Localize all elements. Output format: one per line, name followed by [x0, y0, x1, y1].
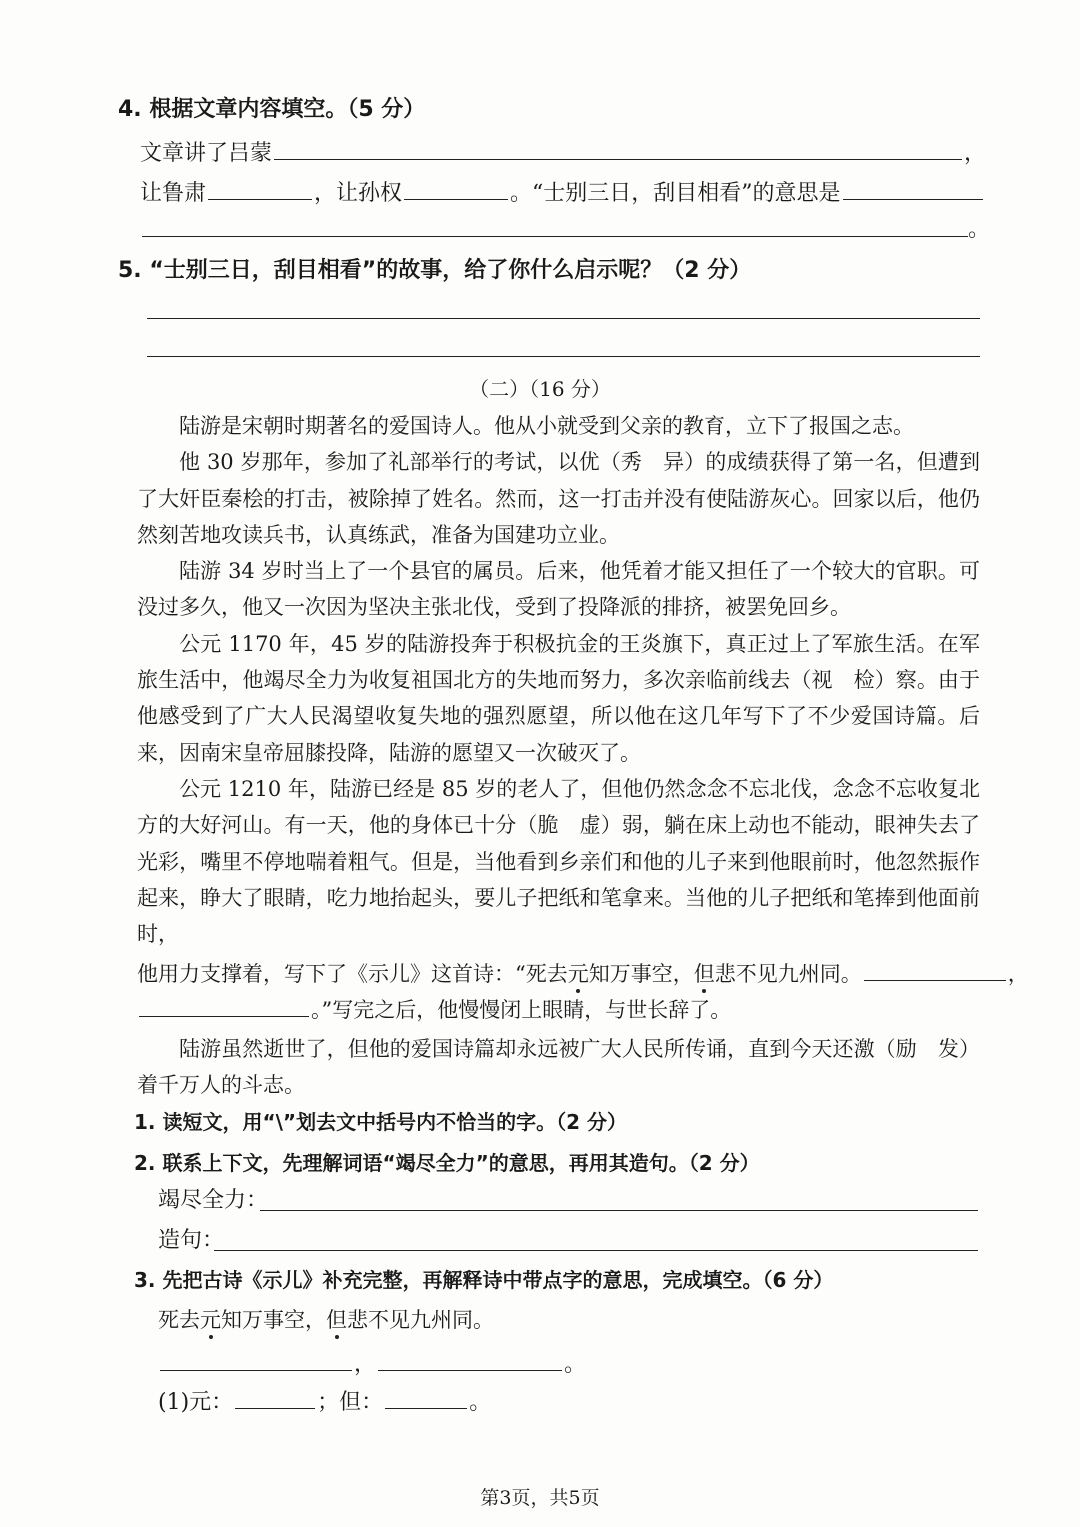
- q3-dotted-yuan: 元: [200, 1308, 221, 1332]
- q3-sub1-period: 。: [469, 1390, 492, 1415]
- question-1: 1. 读短文，用“\”划去文中括号内不恰当的字。（2 分）: [134, 1110, 627, 1134]
- poem-blank-2[interactable]: [139, 994, 309, 1017]
- q3-dotted-dan: 但: [326, 1308, 347, 1332]
- q3-blank-dan[interactable]: [385, 1386, 467, 1409]
- passage-poem-end: [137, 994, 731, 1025]
- poem-text-c: 悲不见九州同。: [714, 962, 862, 986]
- q4-part2c: 。“士别三日，刮目相看”的意思是: [510, 181, 841, 206]
- q2-label-sentence: 造句：: [158, 1228, 225, 1253]
- passage-paragraph-3: 陆游 34 岁时当上了一个县官的属员。后来，他凭着才能又担任了一个较大的官职。可没过多久，他又一次因为坚决主张北伐，受到了投降派的排挤，被罢免回乡。: [137, 559, 980, 620]
- q2-sentence-line[interactable]: [214, 1250, 978, 1251]
- passage-poem-line: [137, 958, 1029, 989]
- q3-sub1: [158, 1386, 491, 1418]
- question-2: 2. 联系上下文，先理解词语“竭尽全力”的意思，再用其造句。（2 分）: [134, 1151, 760, 1175]
- poem-blank-1[interactable]: [864, 958, 1006, 981]
- poem-comma: ，: [1007, 962, 1029, 986]
- dotted-char-yuan: 元: [567, 962, 589, 986]
- q2-label-definition: 竭尽全力：: [158, 1188, 269, 1213]
- q4-part2a: 让鲁肃: [140, 181, 207, 206]
- q3-sub1-label-b: ；但：: [317, 1390, 384, 1415]
- dotted-char-dan: 但: [693, 962, 715, 986]
- q3-poem-b: 知万事空，: [221, 1308, 326, 1332]
- q3-period: 。: [564, 1352, 587, 1377]
- q4-title: 4. 根据文章内容填空。（5 分）: [118, 97, 426, 122]
- q4-part1: 文章讲了吕蒙: [140, 141, 273, 166]
- q3-poem-a: 死去: [158, 1308, 200, 1332]
- q3-poem-line: [158, 1305, 494, 1335]
- q5-answer-line-2[interactable]: [147, 356, 980, 357]
- q4-line1: [140, 137, 986, 169]
- passage-paragraph-1: 陆游是宋朝时期著名的爱国诗人。他从小就受到父亲的教育，立下了报国之志。: [179, 414, 914, 438]
- passage-paragraph-6: 陆游虽然逝世了，但他的爱国诗篇却永远被广大人民所传诵，直到今天还激（励 发）着千万人的斗志。: [137, 1037, 980, 1098]
- passage-paragraph-5: 公元 1210 年，陆游已经是 85 岁的老人了，但他仍然念念不忘北伐，念念不忘收复北方的大好河山。有一天，他的身体已十分（脆 虚）弱，躺在床上动也不能动，眼神失去了光彩，嘴里不停地喘着粗气。但是，当他看到乡亲们和他的儿子来到他眼前时，他忽然振作起来，睁大了眼睛，吃力地抬起头，要儿子把纸和笔拿来。当他的儿子把纸和笔捧到他面前时，: [137, 776, 980, 947]
- section2-heading: （二）（16 分）: [469, 377, 611, 401]
- poem-end-text: 。”写完之后，他慢慢闭上眼睛，与世长辞了。: [311, 998, 732, 1022]
- q4-blank-3[interactable]: [404, 177, 508, 200]
- passage-paragraph-2: 他 30 岁那年，参加了礼部举行的考试，以优（秀 异）的成绩获得了第一名，但遭到了大奸臣秦桧的打击，被除掉了姓名。然而，这一打击并没有使陆游灰心。回家以后，他仍然刻苦地攻读兵书，认真练武，准备为国建功立业。: [137, 450, 980, 547]
- q4-line2: [140, 177, 985, 209]
- reading-passage: [137, 408, 980, 952]
- poem-text-b: 知万事空，: [588, 962, 694, 986]
- q5-title: 5. “士别三日，刮目相看”的故事，给了你什么启示呢？（2 分）: [118, 258, 752, 283]
- question-3: 3. 先把古诗《示儿》补充完整，再解释诗中带点字的意思，完成填空。（6 分）: [134, 1268, 834, 1292]
- q4-comma: ，: [964, 141, 987, 166]
- q4-part2b: ，让孙权: [314, 181, 403, 206]
- q3-poem-c: 悲不见九州同。: [347, 1308, 494, 1332]
- passage-paragraph-4: 公元 1170 年，45 岁的陆游投奔于积极抗金的王炎旗下，真正过上了军旅生活。在军旅生活中，他竭尽全力为收复祖国北方的失地而努力，多次亲临前线去（视 检）察。由于他感受到了广大人民渴望收复失地的强烈愿望，所以他在这几年写下了不少爱国诗篇。后来，因南宋皇帝屈膝投降，陆游的愿望又一次破灭了。: [137, 631, 980, 765]
- q2-definition-line[interactable]: [260, 1210, 978, 1211]
- q5-answer-line-1[interactable]: [147, 318, 980, 319]
- passage-paragraph-6-wrap: [137, 1031, 980, 1104]
- q4-answer-line[interactable]: [142, 236, 968, 237]
- q3-comma: ，: [354, 1352, 377, 1377]
- page-footer: 第3页，共5页: [480, 1487, 600, 1509]
- q4-blank-4[interactable]: [843, 177, 983, 200]
- q3-sub1-label: (1)元：: [158, 1390, 234, 1415]
- q4-blank-2[interactable]: [208, 177, 312, 200]
- q3-blank-1[interactable]: [160, 1348, 352, 1371]
- q4-end-period: 。: [968, 217, 991, 242]
- q3-blank-yuan[interactable]: [235, 1386, 315, 1409]
- poem-text-a: 他用力支撑着，写下了《示儿》这首诗：“死去: [137, 962, 568, 986]
- q3-fill-line: [158, 1348, 586, 1380]
- q3-blank-2[interactable]: [378, 1348, 562, 1371]
- q4-blank-1[interactable]: [274, 137, 962, 160]
